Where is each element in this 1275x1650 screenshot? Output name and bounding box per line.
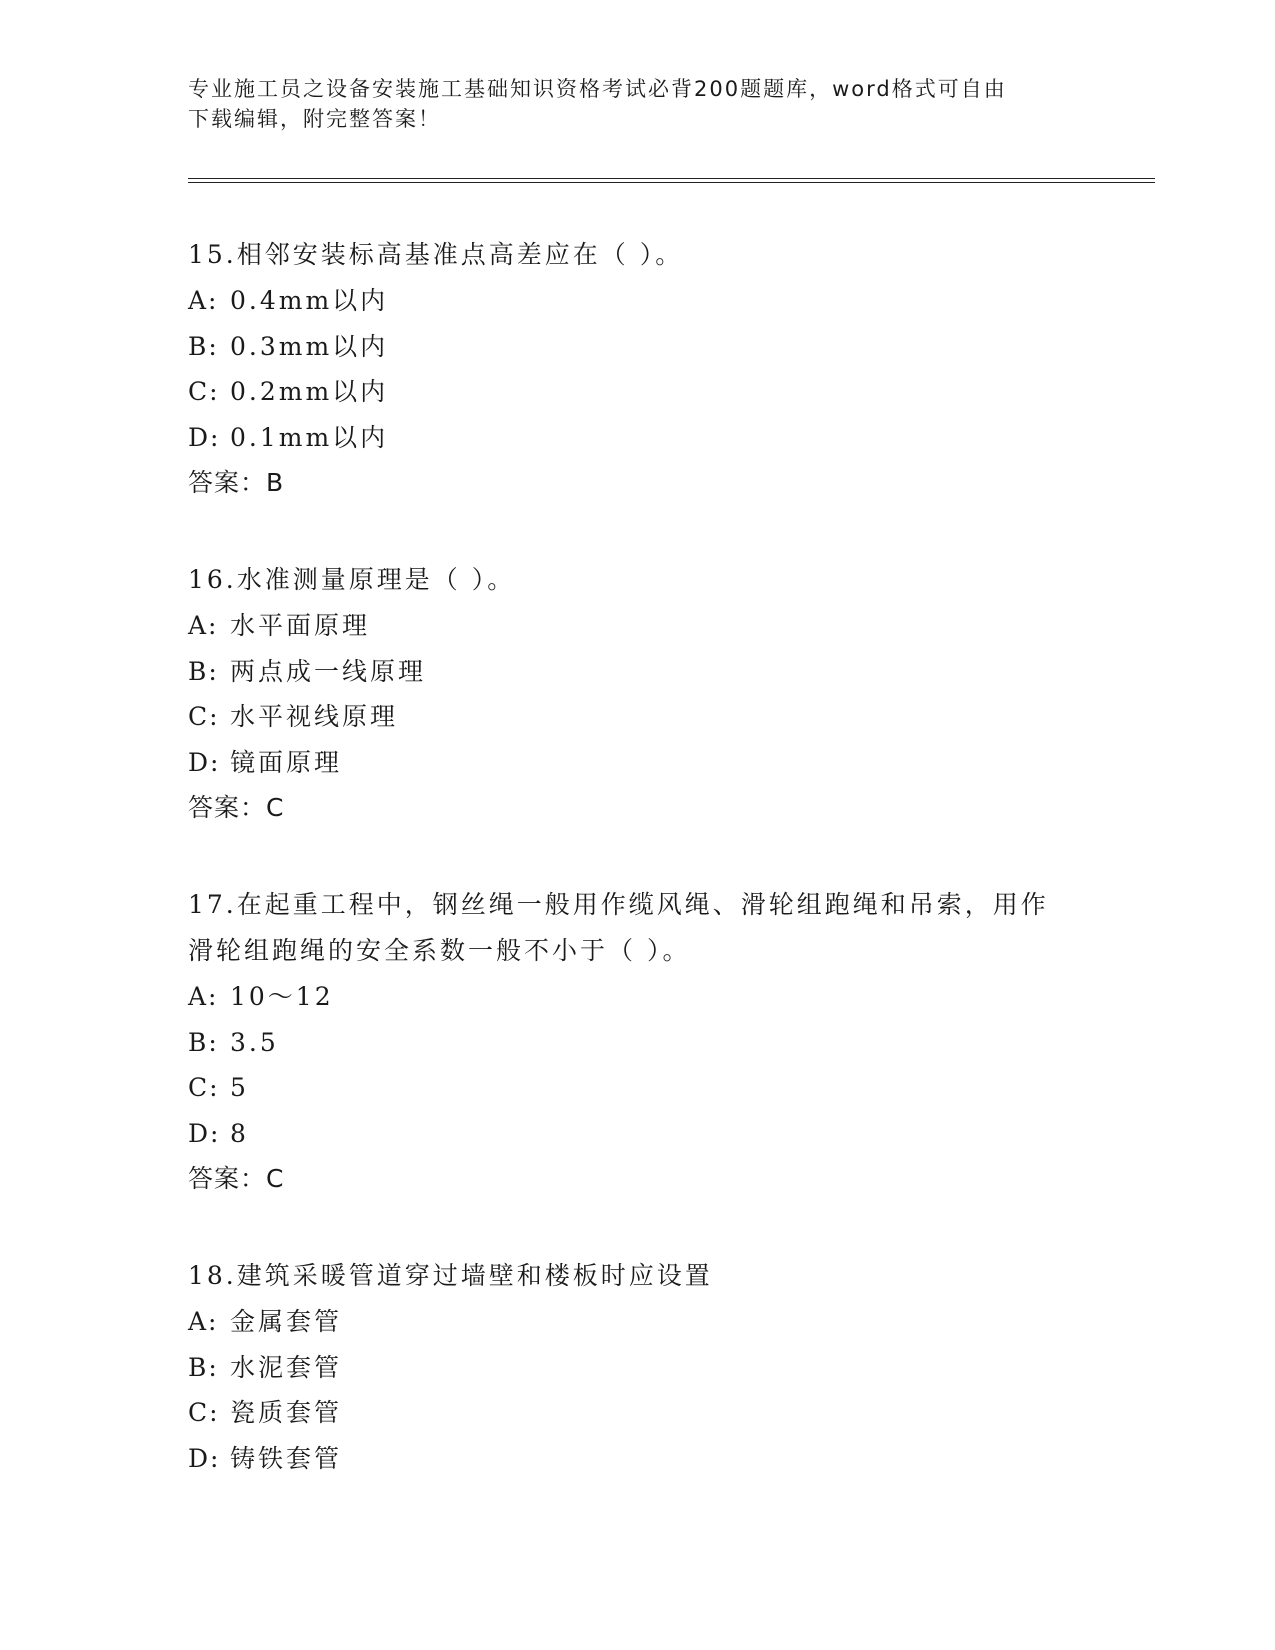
option-letter: C: bbox=[188, 1073, 220, 1102]
header-title-line-2: 下载编辑，附完整答案！ bbox=[188, 107, 441, 131]
option-letter: D: bbox=[188, 747, 221, 777]
option-b bbox=[188, 649, 1088, 695]
option-d bbox=[188, 740, 1088, 786]
question-17 bbox=[188, 882, 1088, 1201]
option-text: 0.1mm以内 bbox=[230, 422, 389, 452]
option-b bbox=[188, 1020, 1088, 1066]
option-text: 0.2mm以内 bbox=[230, 377, 389, 406]
question-number: 15. bbox=[188, 240, 237, 269]
option-text: 水平视线原理 bbox=[230, 702, 399, 731]
option-b bbox=[188, 324, 1088, 370]
question-stem bbox=[188, 1253, 1088, 1299]
option-text: 3.5 bbox=[230, 1027, 279, 1057]
option-text: 瓷质套管 bbox=[230, 1398, 343, 1427]
option-d bbox=[188, 415, 1088, 461]
option-text: 水平面原理 bbox=[230, 611, 371, 640]
question-text: 建筑采暖管道穿过墙壁和楼板时应设置 bbox=[236, 1261, 713, 1290]
option-letter: B: bbox=[188, 656, 219, 686]
option-c bbox=[188, 1390, 1088, 1436]
answer-line bbox=[188, 460, 1088, 505]
question-number: 16. bbox=[188, 565, 237, 594]
option-letter: B: bbox=[188, 331, 219, 361]
question-number: 17. bbox=[188, 890, 237, 919]
option-letter: A: bbox=[188, 611, 219, 640]
answer-value: C bbox=[266, 793, 285, 822]
option-letter: A: bbox=[188, 1307, 219, 1336]
question-text: 相邻安装标高基准点高差应在（ ）。 bbox=[236, 240, 684, 269]
option-letter: C: bbox=[188, 702, 220, 731]
option-c bbox=[188, 369, 1088, 415]
answer-line bbox=[188, 785, 1088, 830]
option-letter: D: bbox=[188, 422, 221, 452]
question-stem bbox=[188, 232, 1088, 278]
option-c bbox=[188, 1065, 1088, 1111]
option-letter: A: bbox=[188, 982, 219, 1011]
option-text: 铸铁套管 bbox=[230, 1443, 343, 1473]
option-letter: C: bbox=[188, 1398, 220, 1427]
question-18 bbox=[188, 1253, 1088, 1481]
option-a bbox=[188, 278, 1088, 324]
option-letter: C: bbox=[188, 377, 220, 406]
option-text: 5 bbox=[230, 1073, 249, 1102]
option-letter: B: bbox=[188, 1027, 219, 1057]
answer-value: B bbox=[266, 468, 285, 497]
option-text: 0.4mm以内 bbox=[230, 286, 389, 315]
question-text: 水准测量原理是（ ）。 bbox=[236, 565, 516, 594]
option-text: 镜面原理 bbox=[230, 747, 343, 777]
question-text: 在起重工程中，钢丝绳一般用作缆风绳、滑轮组跑绳和吊索，用作 bbox=[236, 890, 1049, 919]
option-text: 水泥套管 bbox=[230, 1352, 343, 1382]
option-b bbox=[188, 1345, 1088, 1391]
answer-line bbox=[188, 1156, 1088, 1201]
question-stem-continued: 滑轮组跑绳的安全系数一般不小于（ ）。 bbox=[188, 936, 691, 965]
answer-label: 答案： bbox=[188, 468, 267, 497]
header-divider bbox=[188, 178, 1155, 183]
option-text: 两点成一线原理 bbox=[230, 656, 427, 686]
question-stem bbox=[188, 557, 1088, 603]
option-a bbox=[188, 974, 1088, 1020]
option-d bbox=[188, 1436, 1088, 1482]
question-16 bbox=[188, 557, 1088, 830]
option-letter: D: bbox=[188, 1443, 221, 1473]
option-letter: D: bbox=[188, 1118, 221, 1148]
answer-label: 答案： bbox=[188, 1164, 267, 1193]
question-list bbox=[188, 232, 1088, 1533]
option-d bbox=[188, 1111, 1088, 1157]
option-text: 8 bbox=[230, 1118, 249, 1148]
answer-value: C bbox=[266, 1164, 285, 1193]
option-a bbox=[188, 1299, 1088, 1345]
option-letter: A: bbox=[188, 286, 219, 315]
header-title-line-1: 专业施工员之设备安装施工基础知识资格考试必背200题题库，word格式可自由 bbox=[188, 77, 1007, 101]
option-a bbox=[188, 603, 1088, 649]
question-15 bbox=[188, 232, 1088, 505]
answer-label: 答案： bbox=[188, 793, 267, 822]
question-number: 18. bbox=[188, 1261, 237, 1290]
document-header bbox=[188, 74, 1088, 134]
option-c bbox=[188, 694, 1088, 740]
option-text: 10～12 bbox=[230, 982, 334, 1011]
option-text: 金属套管 bbox=[230, 1307, 343, 1336]
question-stem bbox=[188, 882, 1088, 928]
option-letter: B: bbox=[188, 1352, 219, 1382]
option-text: 0.3mm以内 bbox=[230, 331, 389, 361]
